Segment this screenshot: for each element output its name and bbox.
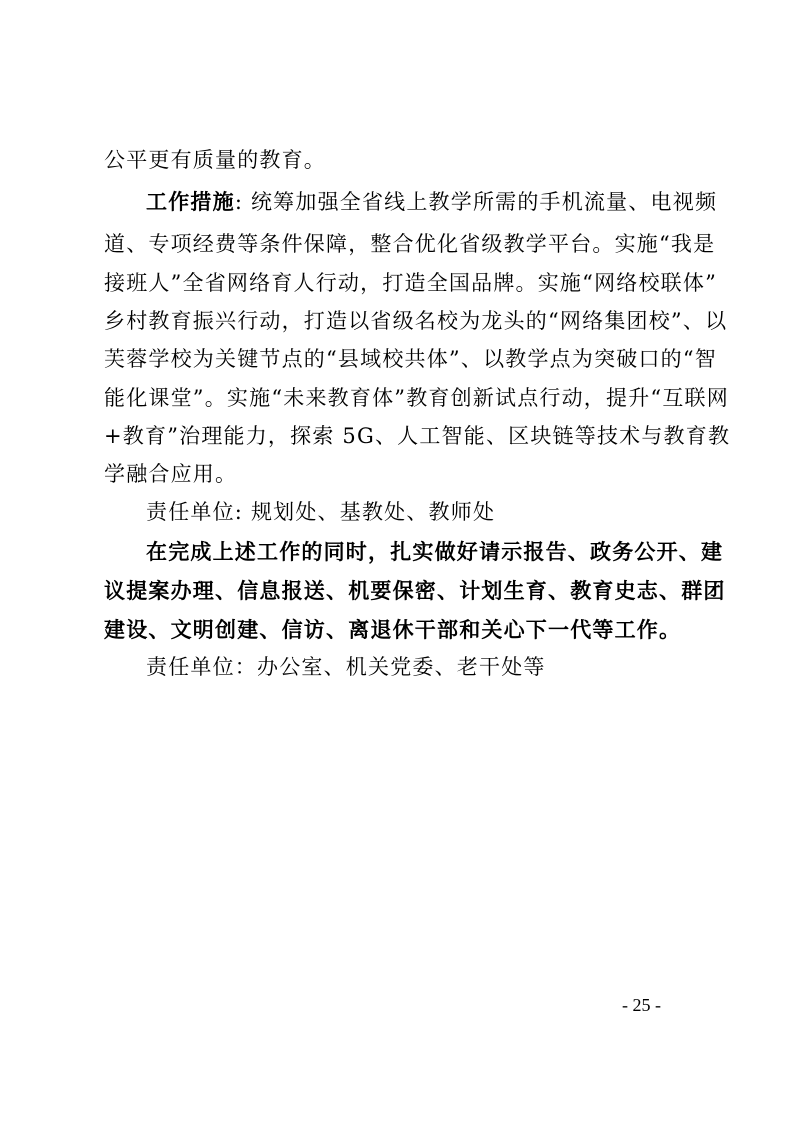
responsible-units-line-1: 责任单位: 规划处、基教处、教师处 [146,500,496,524]
page-number: - 25 - [622,995,661,1015]
body-line-5: 乡村教育振兴行动，打造以省级名校为龙头的“网络集团校”、以 [104,309,728,333]
body-line-7: 能化课堂”。实施“未来教育体”教育创新试点行动，提升“互联网 [104,386,729,410]
work-measures-line [146,188,717,216]
body-line-1: 公平更有质量的教育。 [104,148,326,172]
bold-paragraph-line-3: 建设、文明创建、信访、离退休干部和关心下一代等工作。 [104,617,682,642]
work-measures-text: : 统筹加强全省线上教学所需的手机流量、电视频 [234,190,718,214]
bold-paragraph-line-2: 议提案办理、信息报送、机要保密、计划生育、教育史志、群团 [104,578,726,603]
body-line-8: +教育”治理能力，探索 5G、人工智能、区块链等技术与教育教 [104,424,731,448]
work-measures-label: 工作措施 [146,189,235,214]
responsible-units-line-2: 责任单位：办公室、机关党委、老干处等 [146,655,546,679]
body-line-3: 道、专项经费等条件保障，整合优化省级教学平台。实施“我是 [104,232,716,256]
body-line-6: 芙蓉学校为关键节点的“县域校共体”、以教学点为突破口的“智 [104,347,718,371]
bold-paragraph-line-1: 在完成上述工作的同时，扎实做好请示报告、政务公开、建 [146,539,724,564]
body-line-4: 接班人”全省网络育人行动，打造全国品牌。实施“网络校联体” [104,271,718,295]
body-line-9: 学融合应用。 [104,462,238,486]
